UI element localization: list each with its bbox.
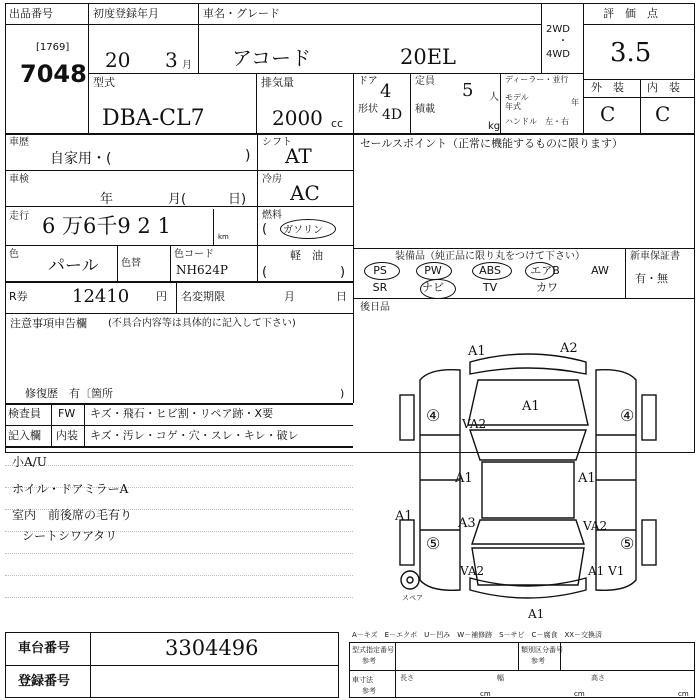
registration-label: 登録番号 (18, 674, 71, 689)
displacement-label: 排気量 (261, 76, 294, 89)
inspection-label: 車検 (9, 174, 29, 185)
mark-front-a2: A2 (560, 341, 578, 356)
drive-dot: ・ (558, 36, 568, 47)
sales-point-label: セールスポイント（正常に機能するものに限ります） (360, 137, 624, 150)
equip-airbag-circle (525, 262, 555, 280)
mark-right-a1v1: A1 V1 (588, 564, 625, 578)
model-spec-label: 型式指定番号 (352, 646, 394, 654)
note-line-2: ホイル・ドアミラーA (12, 482, 129, 496)
color-code-value: NH624P (176, 263, 228, 277)
model-label: 型式 (93, 76, 115, 89)
fw-label: FW (58, 407, 76, 420)
inspection-month: 月( (168, 192, 187, 207)
year-unit: 年 (571, 98, 579, 107)
height-label: 高さ (591, 674, 605, 682)
interior-items: キズ・汚レ・コゲ・穴・スレ・キレ・破レ (90, 429, 299, 442)
spare-label: スペア (402, 594, 423, 602)
drive-4wd: 4WD (546, 49, 570, 60)
r-ticket-value: 12410 (72, 286, 130, 307)
caution-note: (不具合内容等は具体的に記入して下さい) (108, 318, 296, 329)
equip-abs-circle (472, 262, 512, 280)
mark-front-a1: A1 (468, 344, 486, 359)
mark-fr-wheel: ④ (620, 406, 635, 425)
mark-rear-va2: VA2 (460, 564, 485, 578)
displacement-value: 2000 (272, 106, 323, 130)
equip-leather: カワ (536, 281, 558, 294)
repair-history-close: ) (340, 387, 345, 400)
equip-ps-circle (364, 262, 400, 280)
fuel-paren-right: ) (340, 265, 346, 280)
lot-sub: [1769] (36, 42, 70, 53)
fw-items: キズ・飛石・ヒビ割・リペア跡・X要 (90, 407, 274, 420)
damage-legend: A－キズ E－エクボ U－凹み W－補修跡 S－サビ C－腐食 XX－交換済 (352, 631, 603, 639)
mark-left-va2: VA2 (462, 417, 487, 431)
first-reg-year: 20 (105, 48, 131, 72)
yen-unit: 円 (156, 290, 167, 303)
first-reg-label: 初度登録年月 (93, 7, 159, 20)
mark-rr-wheel: ⑤ (620, 534, 635, 553)
after-items-label: 後日品 (360, 302, 390, 313)
history-value: 自家用・( (50, 151, 112, 167)
interior-label: 内 装 (647, 81, 680, 94)
equip-aw: AW (591, 264, 609, 277)
color-code-label: 色コード (174, 249, 214, 260)
grade-value: 20EL (400, 45, 456, 69)
mark-fl-wheel: ④ (426, 406, 441, 425)
model-spec-ref: 参考 (362, 657, 376, 665)
first-reg-month: 3 (165, 48, 178, 72)
mark-rl-wheel: ⑤ (426, 534, 441, 553)
chassis-label: 車台番号 (18, 641, 71, 656)
history-close: ) (245, 148, 251, 164)
lot-label: 出品番号 (9, 7, 53, 20)
name-grade-label: 車名・グレード (203, 7, 280, 20)
ac-label: 冷房 (262, 174, 282, 185)
displacement-unit: cc (331, 117, 344, 130)
color-value: パール (48, 256, 99, 276)
length-label: 長さ (400, 674, 414, 682)
capacity-value: 5 (462, 80, 474, 101)
equip-navi-circle (420, 279, 456, 299)
equip-sr: SR (372, 281, 388, 294)
repair-history-label: 修復歴 有〔箇所 (25, 387, 113, 400)
car-name: アコード (232, 46, 311, 70)
shape-value: 4D (382, 107, 403, 123)
door-label: ドア (358, 76, 378, 87)
model-year-label: モデル 年式 (505, 93, 529, 111)
exterior-value: C (600, 102, 616, 126)
width-cm: cm (574, 690, 585, 698)
width-label: 幅 (497, 674, 504, 682)
warranty-value: 有・無 (635, 272, 668, 285)
equip-airbag: エアB (530, 264, 560, 277)
name-change-label: 名変期限 (181, 290, 225, 303)
inspection-day: 日) (228, 192, 247, 207)
fuel-paren-left-2: ( (262, 265, 268, 280)
capacity-label: 定員 (415, 76, 435, 87)
color-change-label: 色替 (121, 258, 141, 269)
mileage-value: 6 万6千9 2 1 (42, 214, 171, 238)
km-unit: km (218, 233, 229, 241)
color-label: 色 (9, 249, 19, 260)
door-value: 4 (380, 81, 392, 102)
mark-side-a1: A1 (395, 509, 413, 524)
mark-hood-a1: A1 (522, 399, 540, 414)
r-ticket-label: R券 (9, 290, 28, 303)
fuel-paren-left: ( (262, 222, 268, 237)
handle-label: ハンドル 左・右 (505, 117, 569, 126)
equip-pw: PW (424, 264, 442, 277)
score-label: 評 価 点 (603, 7, 658, 20)
category-ref: 参考 (531, 657, 545, 665)
shift-label: シフト (262, 137, 292, 148)
equip-abs: ABS (479, 264, 501, 277)
category-label: 類別区分番号 (521, 646, 563, 654)
mark-right-va2: VA2 (583, 519, 608, 533)
equip-tv: TV (482, 281, 498, 294)
lot-number: 7048 (20, 60, 87, 88)
history-label: 車歴 (9, 137, 29, 148)
drive-2wd: 2WD (546, 24, 570, 35)
mark-roof-a3: A3 (458, 516, 476, 531)
equip-navi: ナビ (422, 281, 444, 294)
size-ref: 参考 (362, 687, 376, 695)
shift-value: AT (285, 144, 312, 168)
fuel-gasoline-circle (280, 219, 336, 239)
load-unit: kg (488, 121, 501, 132)
inspector-label-2: 記入欄 (8, 429, 41, 442)
month-unit: 月 (182, 60, 192, 71)
warranty-label: 新車保証書 (630, 251, 680, 262)
shape-label: 形状 (358, 104, 378, 115)
mark-right-a1: A1 (578, 471, 596, 486)
inspector-label-1: 検査員 (8, 407, 41, 420)
model-value: DBA-CL7 (102, 106, 205, 131)
car-body-diagram (360, 340, 695, 620)
inspection-year: 年 (100, 192, 114, 207)
ac-value: AC (290, 181, 320, 205)
exterior-label: 外 装 (591, 81, 624, 94)
equipment-label: 装備品（純正品に限り丸をつけて下さい） (395, 251, 585, 262)
dealer-label: ディーラー・並行 (505, 75, 569, 84)
fuel-diesel: 軽 油 (290, 249, 323, 262)
name-change-day: 日 (336, 290, 347, 303)
chassis-value: 3304496 (165, 636, 259, 660)
note-line-1: 小A/U (12, 455, 47, 469)
height-cm: cm (678, 690, 689, 698)
name-change-month: 月 (284, 290, 295, 303)
size-label: 車寸法 (352, 676, 373, 684)
interior-short-label: 内装 (56, 429, 78, 442)
note-line-4: シートシワアタリ (22, 529, 118, 543)
mileage-label: 走行 (9, 211, 29, 222)
equip-ps: PS (373, 264, 387, 277)
caution-label: 注意事項申告欄 (10, 317, 87, 330)
equip-pw-circle (416, 262, 452, 280)
load-label: 積載 (415, 104, 435, 115)
fuel-gasoline: ガソリン (283, 225, 323, 236)
fuel-label: 燃料 (262, 210, 282, 221)
score-value: 3.5 (610, 38, 652, 68)
note-line-3: 室内 前後席の毛有り (12, 508, 133, 522)
capacity-unit: 人 (489, 92, 499, 103)
mark-rear-a1: A1 (528, 607, 545, 621)
length-cm: cm (480, 690, 491, 698)
interior-value: C (655, 102, 671, 126)
mark-left-a1: A1 (455, 471, 473, 486)
